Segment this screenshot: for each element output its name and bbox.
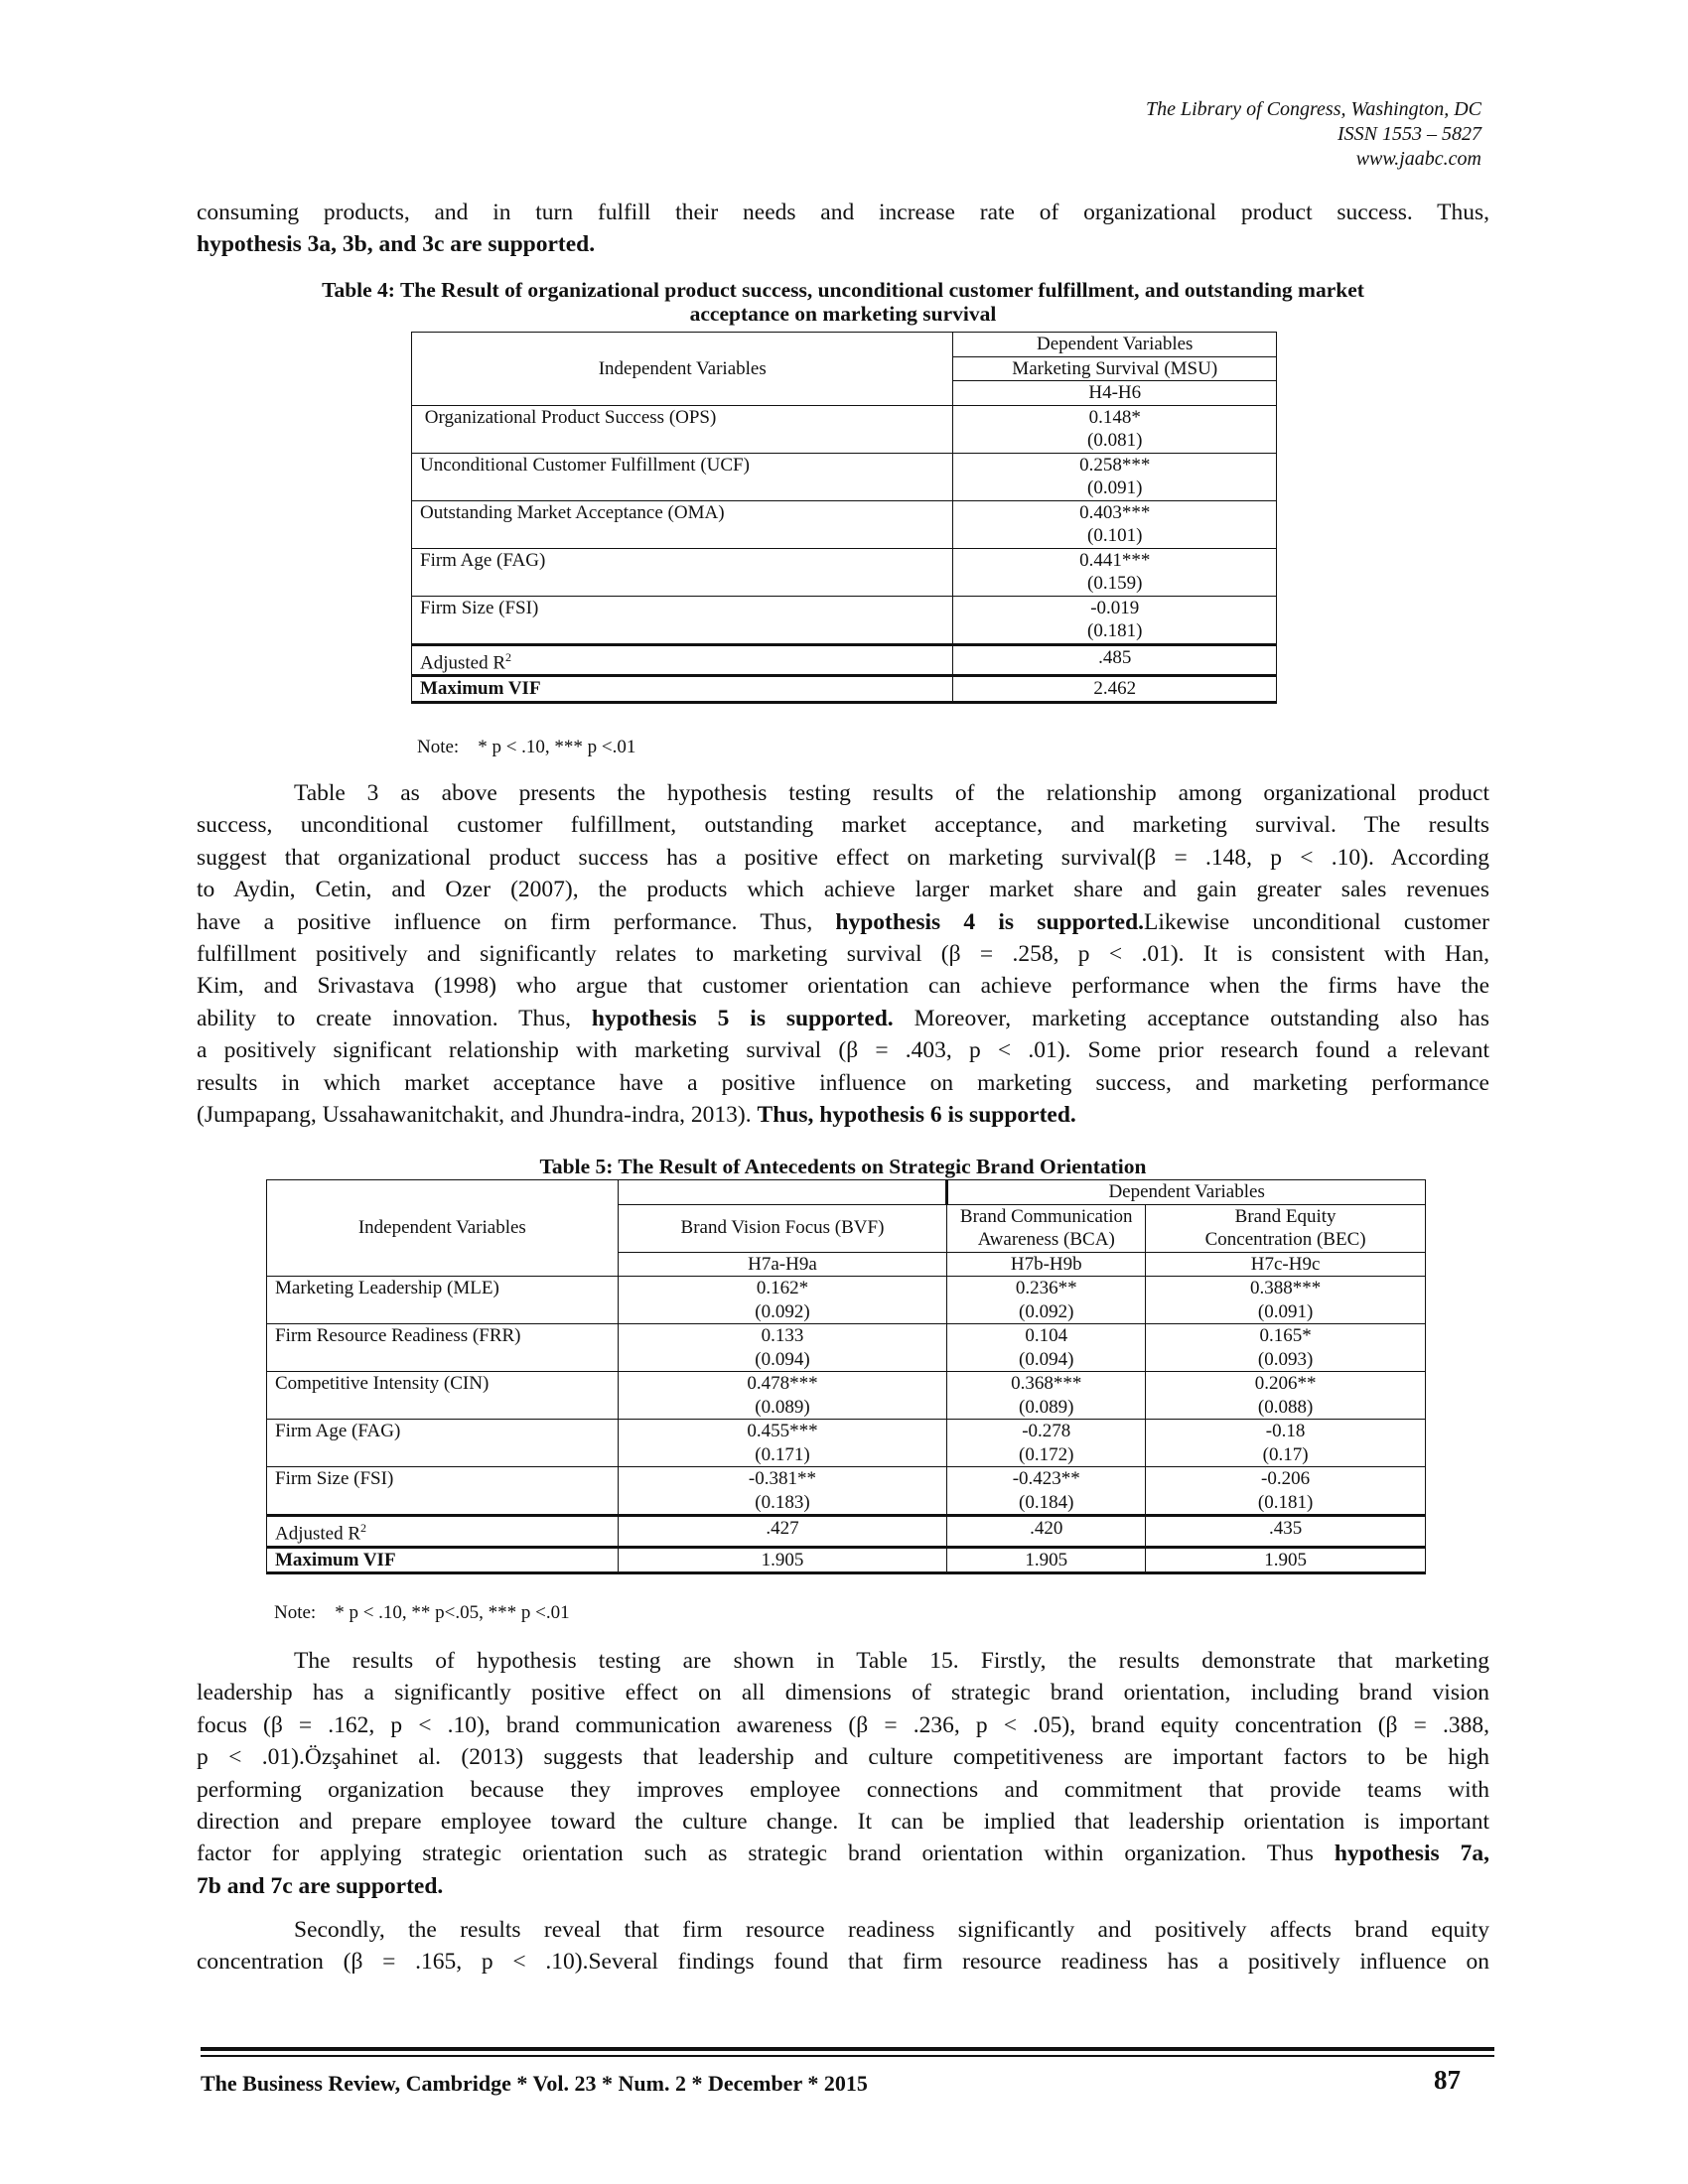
cell-value: 1.905 — [618, 1547, 947, 1573]
row-label: Unconditional Customer Fulfillment (UCF) — [412, 453, 953, 500]
col-header-bec: Brand Equity Concentration (BEC) — [1146, 1204, 1426, 1252]
header-line-3: www.jaabc.com — [1355, 148, 1481, 170]
text-line: performing organization because they improves employee connections and commitment that provide teams with — [197, 1776, 1489, 1803]
text-line: p < .01).Özşahinet al. (2013) suggests that leadership and culture competitiveness are important factors to be high — [197, 1744, 1489, 1771]
cell-value: -0.18 (0.17) — [1146, 1420, 1426, 1467]
header-line-1: The Library of Congress, Washington, DC — [1145, 98, 1481, 120]
hypothesis-header: H4-H6 — [953, 381, 1277, 406]
row-label: Maximum VIF — [267, 1547, 619, 1573]
row-value: 0.441*** (0.159) — [953, 548, 1277, 596]
max-vif-row — [412, 676, 1277, 703]
text-line: The results of hypothesis testing are shown in Table 15. Firstly, the results demonstrate that marketing — [294, 1648, 1489, 1674]
journal-header — [1146, 97, 1481, 172]
cell-value: -0.381** (0.183) — [618, 1467, 947, 1516]
text-line: concentration (β = .165, p < .10).Several findings found that firm resource readiness has a positively influence on — [197, 1949, 1489, 1976]
row-label: Firm Size (FSI) — [267, 1467, 619, 1516]
text-line: fulfillment positively and significantly relates to marketing survival (β = .258, p < .01). It is consistent with Han, — [197, 941, 1489, 968]
footer-rule-thin — [201, 2055, 1494, 2057]
cell-value: -0.423** (0.184) — [947, 1467, 1146, 1516]
cell-value: 0.133 (0.094) — [618, 1324, 947, 1372]
text-line: (Jumpapang, Ussahawanitchakit, and Jhundra-indra, 2013). Thus, hypothesis 6 is supported. — [197, 1102, 1076, 1129]
table-5-note: Note: * p < .10, ** p<.05, *** p <.01 — [274, 1602, 570, 1623]
hyp-header: H7a-H9a — [618, 1252, 947, 1277]
hyp-header: H7b-H9b — [947, 1252, 1146, 1277]
row-label: Adjusted $R^2$ — [412, 644, 953, 676]
table-row — [412, 548, 1277, 596]
text-line: Secondly, the results reveal that firm resource readiness significantly and positively affects brand equity — [294, 1917, 1489, 1943]
table-row — [267, 1277, 1426, 1324]
cell-value: -0.278 (0.172) — [947, 1420, 1146, 1467]
text-line: consuming products, and in turn fulfill their needs and increase rate of organizational product success. Thus, — [197, 200, 1489, 225]
footer-journal: The Business Review, Cambridge * Vol. 23 * Num. 2 * December * 2015 — [201, 2071, 868, 2096]
table-row — [267, 1372, 1426, 1420]
msu-header: Marketing Survival (MSU) — [953, 356, 1277, 381]
dv-header: Dependent Variables — [953, 333, 1277, 357]
col-header-bvf: Brand Vision Focus (BVF) — [618, 1204, 947, 1252]
col-header-bca: Brand Communication Awareness (BCA) — [947, 1204, 1146, 1252]
paragraph-2 — [197, 777, 1489, 1131]
page-number: 87 — [1434, 2065, 1461, 2095]
cell-value: 0.478*** (0.089) — [618, 1372, 947, 1420]
table-5 — [266, 1179, 1426, 1574]
cell-value: 0.236** (0.092) — [947, 1277, 1146, 1324]
cell-value: .435 — [1146, 1516, 1426, 1548]
cell-value: 0.206** (0.088) — [1146, 1372, 1426, 1420]
cell-value: 1.905 — [1146, 1547, 1426, 1573]
table-row — [412, 405, 1277, 453]
row-label: Firm Resource Readiness (FRR) — [267, 1324, 619, 1372]
cell-value: 0.368*** (0.089) — [947, 1372, 1146, 1420]
text-line: focus (β = .162, p < .10), brand communication awareness (β = .236, p < .05), brand equity concentration (β = .388, — [197, 1711, 1489, 1738]
text-line: factor for applying strategic orientation such as strategic brand orientation within organization. Thus hypothesis 7a, — [197, 1841, 1489, 1867]
text-line: Table 3 as above presents the hypothesis testing results of the relationship among organizational product — [294, 780, 1489, 806]
row-value: 0.148* (0.081) — [953, 405, 1277, 453]
adjusted-r2-row — [412, 644, 1277, 676]
empty-cell — [618, 1180, 947, 1205]
row-label: Outstanding Market Acceptance (OMA) — [412, 500, 953, 548]
row-label: Marketing Leadership (MLE) — [267, 1277, 619, 1324]
adjusted-r2-row — [267, 1516, 1426, 1548]
text-line: 7b and 7c are supported. — [197, 1872, 444, 1899]
table-row — [412, 596, 1277, 644]
text-line: leadership has a significantly positive effect on all dimensions of strategic brand orientation, including brand vision — [197, 1680, 1489, 1706]
text-line: a positively significant relationship with marketing survival (β = .403, p < .01). Some prior research found a relevant — [197, 1037, 1489, 1064]
header-line-2: ISSN 1553 – 5827 — [1337, 123, 1481, 145]
cell-value: 0.165* (0.093) — [1146, 1324, 1426, 1372]
cell-value: .427 — [618, 1516, 947, 1548]
iv-header: Independent Variables — [267, 1180, 619, 1277]
text-line: direction and prepare employee toward the culture change. It can be implied that leadership orientation is important — [197, 1809, 1489, 1836]
cell-value: .420 — [947, 1516, 1146, 1548]
row-label: Maximum VIF — [412, 676, 953, 703]
table-4-caption — [197, 278, 1489, 326]
cell-value: -0.206 (0.181) — [1146, 1467, 1426, 1516]
text-line: success, unconditional customer fulfillment, outstanding market acceptance, and marketing survival. The results — [197, 812, 1489, 839]
row-value: 2.462 — [953, 676, 1277, 703]
paragraph-4 — [197, 1914, 1489, 1979]
text-line: suggest that organizational product success has a positive effect on marketing survival(β = .148, p < .10). According — [197, 844, 1489, 871]
row-label: Competitive Intensity (CIN) — [267, 1372, 619, 1420]
cell-value: 0.455*** (0.171) — [618, 1420, 947, 1467]
text-line — [197, 228, 1489, 260]
cell-value: 0.162* (0.092) — [618, 1277, 947, 1324]
text-line: Kim, and Srivastava (1998) who argue that customer orientation can achieve performance when the firms have the — [197, 973, 1489, 1000]
footer-rule — [201, 2047, 1494, 2051]
caption-line: acceptance on marketing survival — [689, 302, 997, 326]
row-label: Firm Size (FSI) — [412, 596, 953, 644]
table-5-caption: Table 5: The Result of Antecedents on Strategic Brand Orientation — [539, 1155, 1147, 1178]
max-vif-row — [267, 1547, 1426, 1573]
cell-value: 0.104 (0.094) — [947, 1324, 1146, 1372]
text-line: have a positive influence on firm performance. Thus, hypothesis 4 is supported.Likewise unconditional customer — [197, 908, 1489, 935]
hyp-header: H7c-H9c — [1146, 1252, 1426, 1277]
cell-value: 1.905 — [947, 1547, 1146, 1573]
table-row — [412, 453, 1277, 500]
text-line: to Aydin, Cetin, and Ozer (2007), the products which achieve larger market share and gain greater sales revenues — [197, 877, 1489, 903]
table-row — [267, 1420, 1426, 1467]
iv-header: Independent Variables — [412, 333, 953, 406]
row-value: 0.403*** (0.101) — [953, 500, 1277, 548]
paragraph-1 — [197, 197, 1489, 261]
row-label: Organizational Product Success (OPS) — [412, 405, 953, 453]
row-label: Adjusted $R^2$ — [267, 1516, 619, 1548]
table-row — [267, 1467, 1426, 1516]
row-label: Firm Age (FAG) — [267, 1420, 619, 1467]
row-value: 0.258*** (0.091) — [953, 453, 1277, 500]
bold-text: hypothesis 3a, 3b, and 3c are supported. — [197, 231, 596, 258]
caption-line: Table 4: The Result of organizational product success, unconditional customer fulfillment, and outstanding market — [322, 278, 1364, 302]
row-value: .485 — [953, 644, 1277, 676]
dv-header: Dependent Variables — [947, 1180, 1426, 1205]
row-label: Firm Age (FAG) — [412, 548, 953, 596]
table-row — [412, 500, 1277, 548]
table-4 — [411, 332, 1277, 704]
cell-value: 0.388*** (0.091) — [1146, 1277, 1426, 1324]
table-4-note: Note: * p < .10, *** p <.01 — [417, 737, 636, 757]
row-value: -0.019 (0.181) — [953, 596, 1277, 644]
text-line: ability to create innovation. Thus, hypothesis 5 is supported. Moreover, marketing acceptance outstanding also has — [197, 1005, 1489, 1031]
table-row — [267, 1324, 1426, 1372]
text-line: results in which market acceptance have a positive influence on marketing success, and marketing performance — [197, 1069, 1489, 1096]
paragraph-3 — [197, 1645, 1489, 1902]
